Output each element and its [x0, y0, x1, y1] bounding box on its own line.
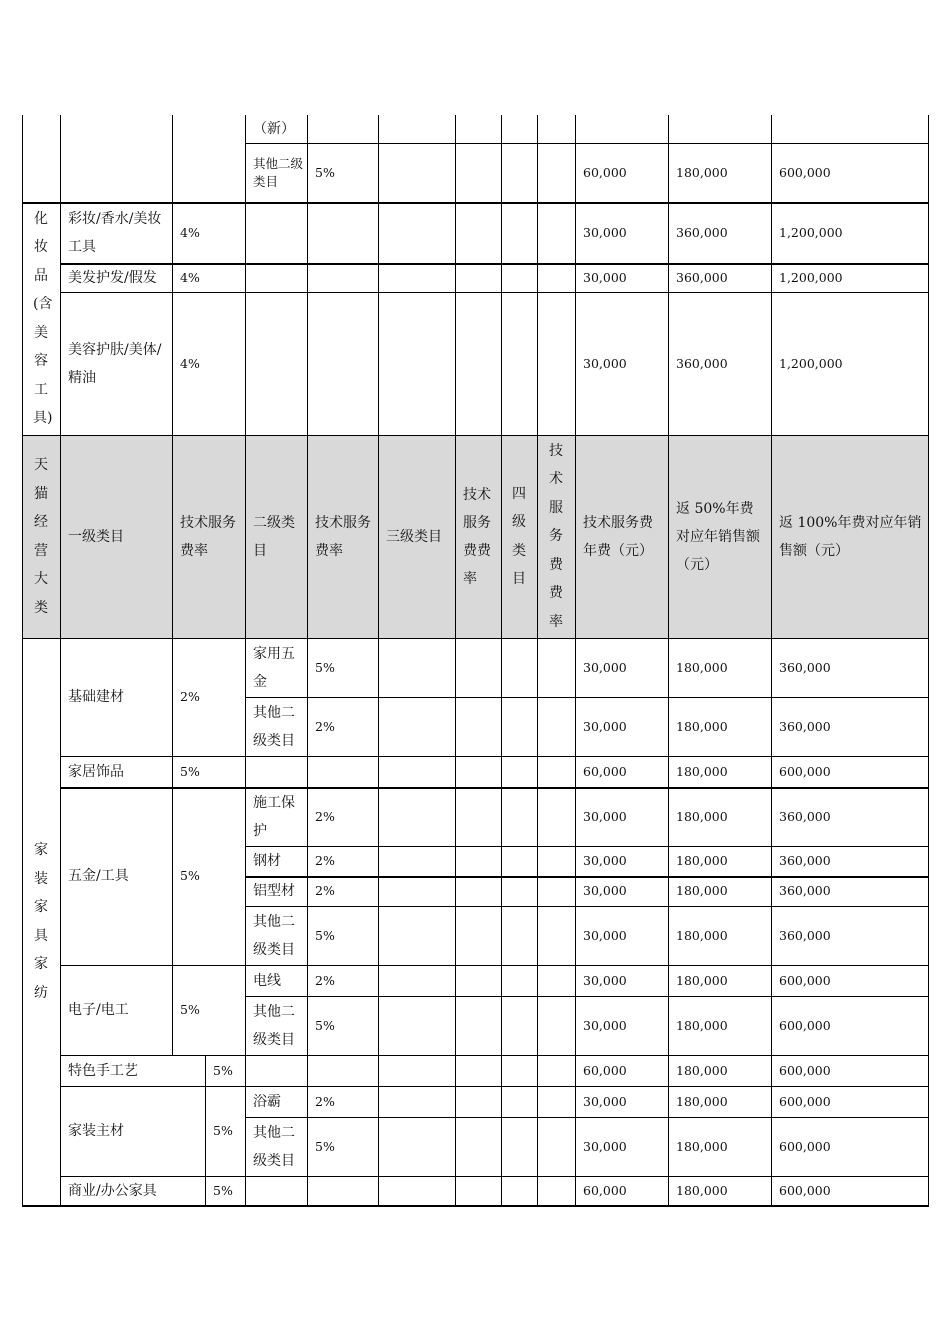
rate-cell: 5% — [180, 868, 200, 883]
rate-cell: 5% — [315, 1138, 335, 1154]
level2-cell — [245, 1176, 307, 1205]
value-cell: 180,000 — [676, 1062, 728, 1078]
value-cell: 600,000 — [779, 1017, 831, 1033]
grid-line — [60, 292, 929, 293]
level2-cell — [245, 756, 307, 787]
value-cell: 180,000 — [676, 1182, 728, 1198]
value-cell: 360,000 — [779, 659, 831, 675]
value-cell: 30,000 — [583, 355, 627, 371]
value-cell: 600,000 — [779, 972, 831, 988]
level2-cell: 施工保护 — [253, 794, 295, 839]
grid-line — [245, 1117, 929, 1118]
rate-cell: 5% — [315, 659, 335, 675]
grid-line — [60, 115, 61, 1205]
value-cell: 1,200,000 — [779, 355, 843, 371]
grid-line — [245, 906, 929, 907]
level1-cell: 家装主材 — [68, 1123, 124, 1139]
level2-cell: 其他二级类目 — [253, 1003, 295, 1048]
grid-line — [60, 965, 929, 966]
value-cell: 180,000 — [676, 1138, 728, 1154]
grid-line — [771, 115, 772, 1205]
value-cell: 600,000 — [779, 1093, 831, 1109]
grid-line — [245, 876, 929, 878]
header-c2: 一级类目 — [68, 528, 124, 545]
level1-cell: 特色手工艺 — [68, 1062, 138, 1079]
level1-cell: 家居饰品 — [68, 763, 124, 780]
top-rate-cell: 5% — [315, 164, 335, 180]
rate-cell: 5% — [180, 763, 200, 779]
value-cell: 60,000 — [583, 1182, 627, 1198]
header-c3: 技术服务费率 — [180, 514, 236, 559]
level2-cell: 电线 — [253, 972, 281, 989]
rate-cell: 5% — [180, 1002, 200, 1017]
value-cell: 30,000 — [583, 808, 627, 824]
grid-line — [22, 202, 929, 204]
value-cell: 30,000 — [583, 883, 627, 898]
rate-cell: 2% — [315, 718, 335, 734]
level1-cell: 五金/工具 — [68, 868, 129, 884]
grid-line — [455, 115, 456, 1205]
top-half-cell: 180,000 — [676, 164, 728, 180]
rate-cell: 5% — [213, 1182, 233, 1198]
value-cell: 180,000 — [676, 1017, 728, 1033]
rate-cell: 4% — [180, 224, 200, 240]
value-cell: 600,000 — [779, 1138, 831, 1154]
value-cell: 180,000 — [676, 927, 728, 943]
value-cell: 30,000 — [583, 972, 627, 988]
value-cell: 360,000 — [676, 355, 728, 371]
value-cell: 180,000 — [676, 659, 728, 675]
grid-line — [22, 115, 23, 1206]
level1-cell: 商业/办公家具 — [68, 1182, 157, 1199]
header-c8: 四级类目 — [512, 485, 526, 587]
rate-cell: 2% — [315, 808, 335, 824]
rate-cell: 2% — [315, 883, 335, 898]
grid-line — [60, 787, 929, 789]
grid-line — [60, 1055, 929, 1056]
value-cell: 30,000 — [583, 718, 627, 734]
header-c11: 返 50%年费对应年销售额（元） — [676, 500, 760, 573]
level2-cell: 其他二级类目 — [253, 913, 295, 958]
value-cell: 600,000 — [779, 763, 831, 779]
header-c5: 技术服务费率 — [315, 514, 371, 559]
value-cell: 360,000 — [676, 269, 728, 285]
value-cell: 30,000 — [583, 1017, 627, 1033]
value-cell: 30,000 — [583, 927, 627, 943]
header-c9: 技术服务费费率 — [549, 442, 563, 630]
value-cell: 30,000 — [583, 853, 627, 868]
header-c7: 技术服务费费率 — [463, 486, 491, 587]
rate-cell: 4% — [180, 355, 200, 371]
header-c6: 三级类目 — [386, 528, 442, 545]
rate-cell: 5% — [315, 1017, 335, 1033]
grid-line — [172, 115, 173, 1055]
rate-cell — [307, 1055, 378, 1086]
grid-line — [22, 435, 929, 436]
level1-cell: 美容护肤/美体/精油 — [68, 341, 162, 386]
value-cell: 360,000 — [779, 808, 831, 824]
value-cell: 180,000 — [676, 883, 728, 898]
subcategory-cell: （新） — [253, 121, 295, 137]
grid-line — [245, 846, 929, 847]
value-cell: 360,000 — [779, 718, 831, 734]
level1-cell: 彩妆/香水/美妆工具 — [68, 210, 162, 255]
value-cell: 600,000 — [779, 1182, 831, 1198]
top-full-cell: 600,000 — [779, 164, 831, 180]
grid-line — [537, 115, 538, 1205]
value-cell: 30,000 — [583, 1093, 627, 1109]
grid-line — [668, 115, 669, 1205]
rate-cell: 2% — [180, 689, 200, 704]
header-c1: 天猫经营大类 — [34, 457, 48, 616]
value-cell: 1,200,000 — [779, 224, 843, 240]
top-sub-cell: 其他二级类目 — [253, 155, 304, 189]
grid-line — [307, 115, 308, 1205]
value-cell: 180,000 — [676, 718, 728, 734]
value-cell: 30,000 — [583, 659, 627, 675]
value-cell: 30,000 — [583, 269, 627, 285]
grid-line — [60, 756, 929, 757]
value-cell: 360,000 — [779, 927, 831, 943]
value-cell: 600,000 — [779, 1062, 831, 1078]
rate-cell — [307, 756, 378, 787]
level2-cell — [245, 1055, 307, 1086]
value-cell: 360,000 — [779, 883, 831, 898]
rate-cell: 5% — [213, 1123, 233, 1138]
level2-cell: 铝型材 — [253, 883, 295, 899]
value-cell: 360,000 — [676, 224, 728, 240]
value-cell: 1,200,000 — [779, 269, 843, 285]
rate-cell: 5% — [315, 927, 335, 943]
value-cell: 180,000 — [676, 1093, 728, 1109]
level1-cell: 美发护发/假发 — [68, 269, 157, 286]
level2-cell: 钢材 — [253, 853, 281, 869]
value-cell: 360,000 — [779, 853, 831, 868]
value-cell: 180,000 — [676, 972, 728, 988]
grid-line — [245, 143, 929, 144]
grid-line — [928, 115, 929, 1206]
rate-cell — [307, 1176, 378, 1205]
rate-cell: 2% — [315, 1093, 335, 1109]
grid-line — [60, 263, 929, 265]
grid-line — [22, 638, 929, 639]
value-cell: 30,000 — [583, 1138, 627, 1154]
grid-line — [205, 1055, 206, 1205]
header-c12: 返 100%年费对应年销售额（元） — [779, 514, 922, 559]
value-cell: 180,000 — [676, 763, 728, 779]
header-c4: 二级类目 — [253, 514, 295, 559]
rate-cell: 5% — [213, 1062, 233, 1078]
grid-line — [575, 115, 576, 1205]
value-cell: 180,000 — [676, 853, 728, 868]
header-c10: 技术服务费年费（元） — [583, 514, 653, 559]
rate-cell: 4% — [180, 269, 200, 285]
rate-cell: 2% — [315, 853, 335, 868]
value-cell: 30,000 — [583, 224, 627, 240]
level2-cell: 浴霸 — [253, 1093, 281, 1110]
grid-line — [245, 697, 929, 698]
grid-line — [378, 115, 379, 1205]
level2-cell: 其他二级类目 — [253, 1124, 295, 1169]
level1-cell: 电子/电工 — [68, 1002, 129, 1018]
value-cell: 180,000 — [676, 808, 728, 824]
grid-line — [60, 1176, 929, 1177]
top-fee-cell: 60,000 — [583, 164, 627, 180]
grid-line — [501, 115, 502, 1205]
value-cell: 60,000 — [583, 763, 627, 779]
level1-cell: 基础建材 — [68, 689, 124, 705]
grid-line — [22, 1205, 929, 1207]
rate-cell: 2% — [315, 972, 335, 988]
category-cell: 家装家具家纺 — [34, 842, 48, 1001]
value-cell: 60,000 — [583, 1062, 627, 1078]
level2-cell: 家用五金 — [253, 645, 295, 690]
grid-line — [245, 996, 929, 997]
grid-line — [60, 1086, 929, 1087]
level2-cell: 其他二级类目 — [253, 704, 295, 749]
grid-line — [245, 115, 246, 1205]
category-cell: 化妆品(含美容工具) — [33, 210, 53, 426]
